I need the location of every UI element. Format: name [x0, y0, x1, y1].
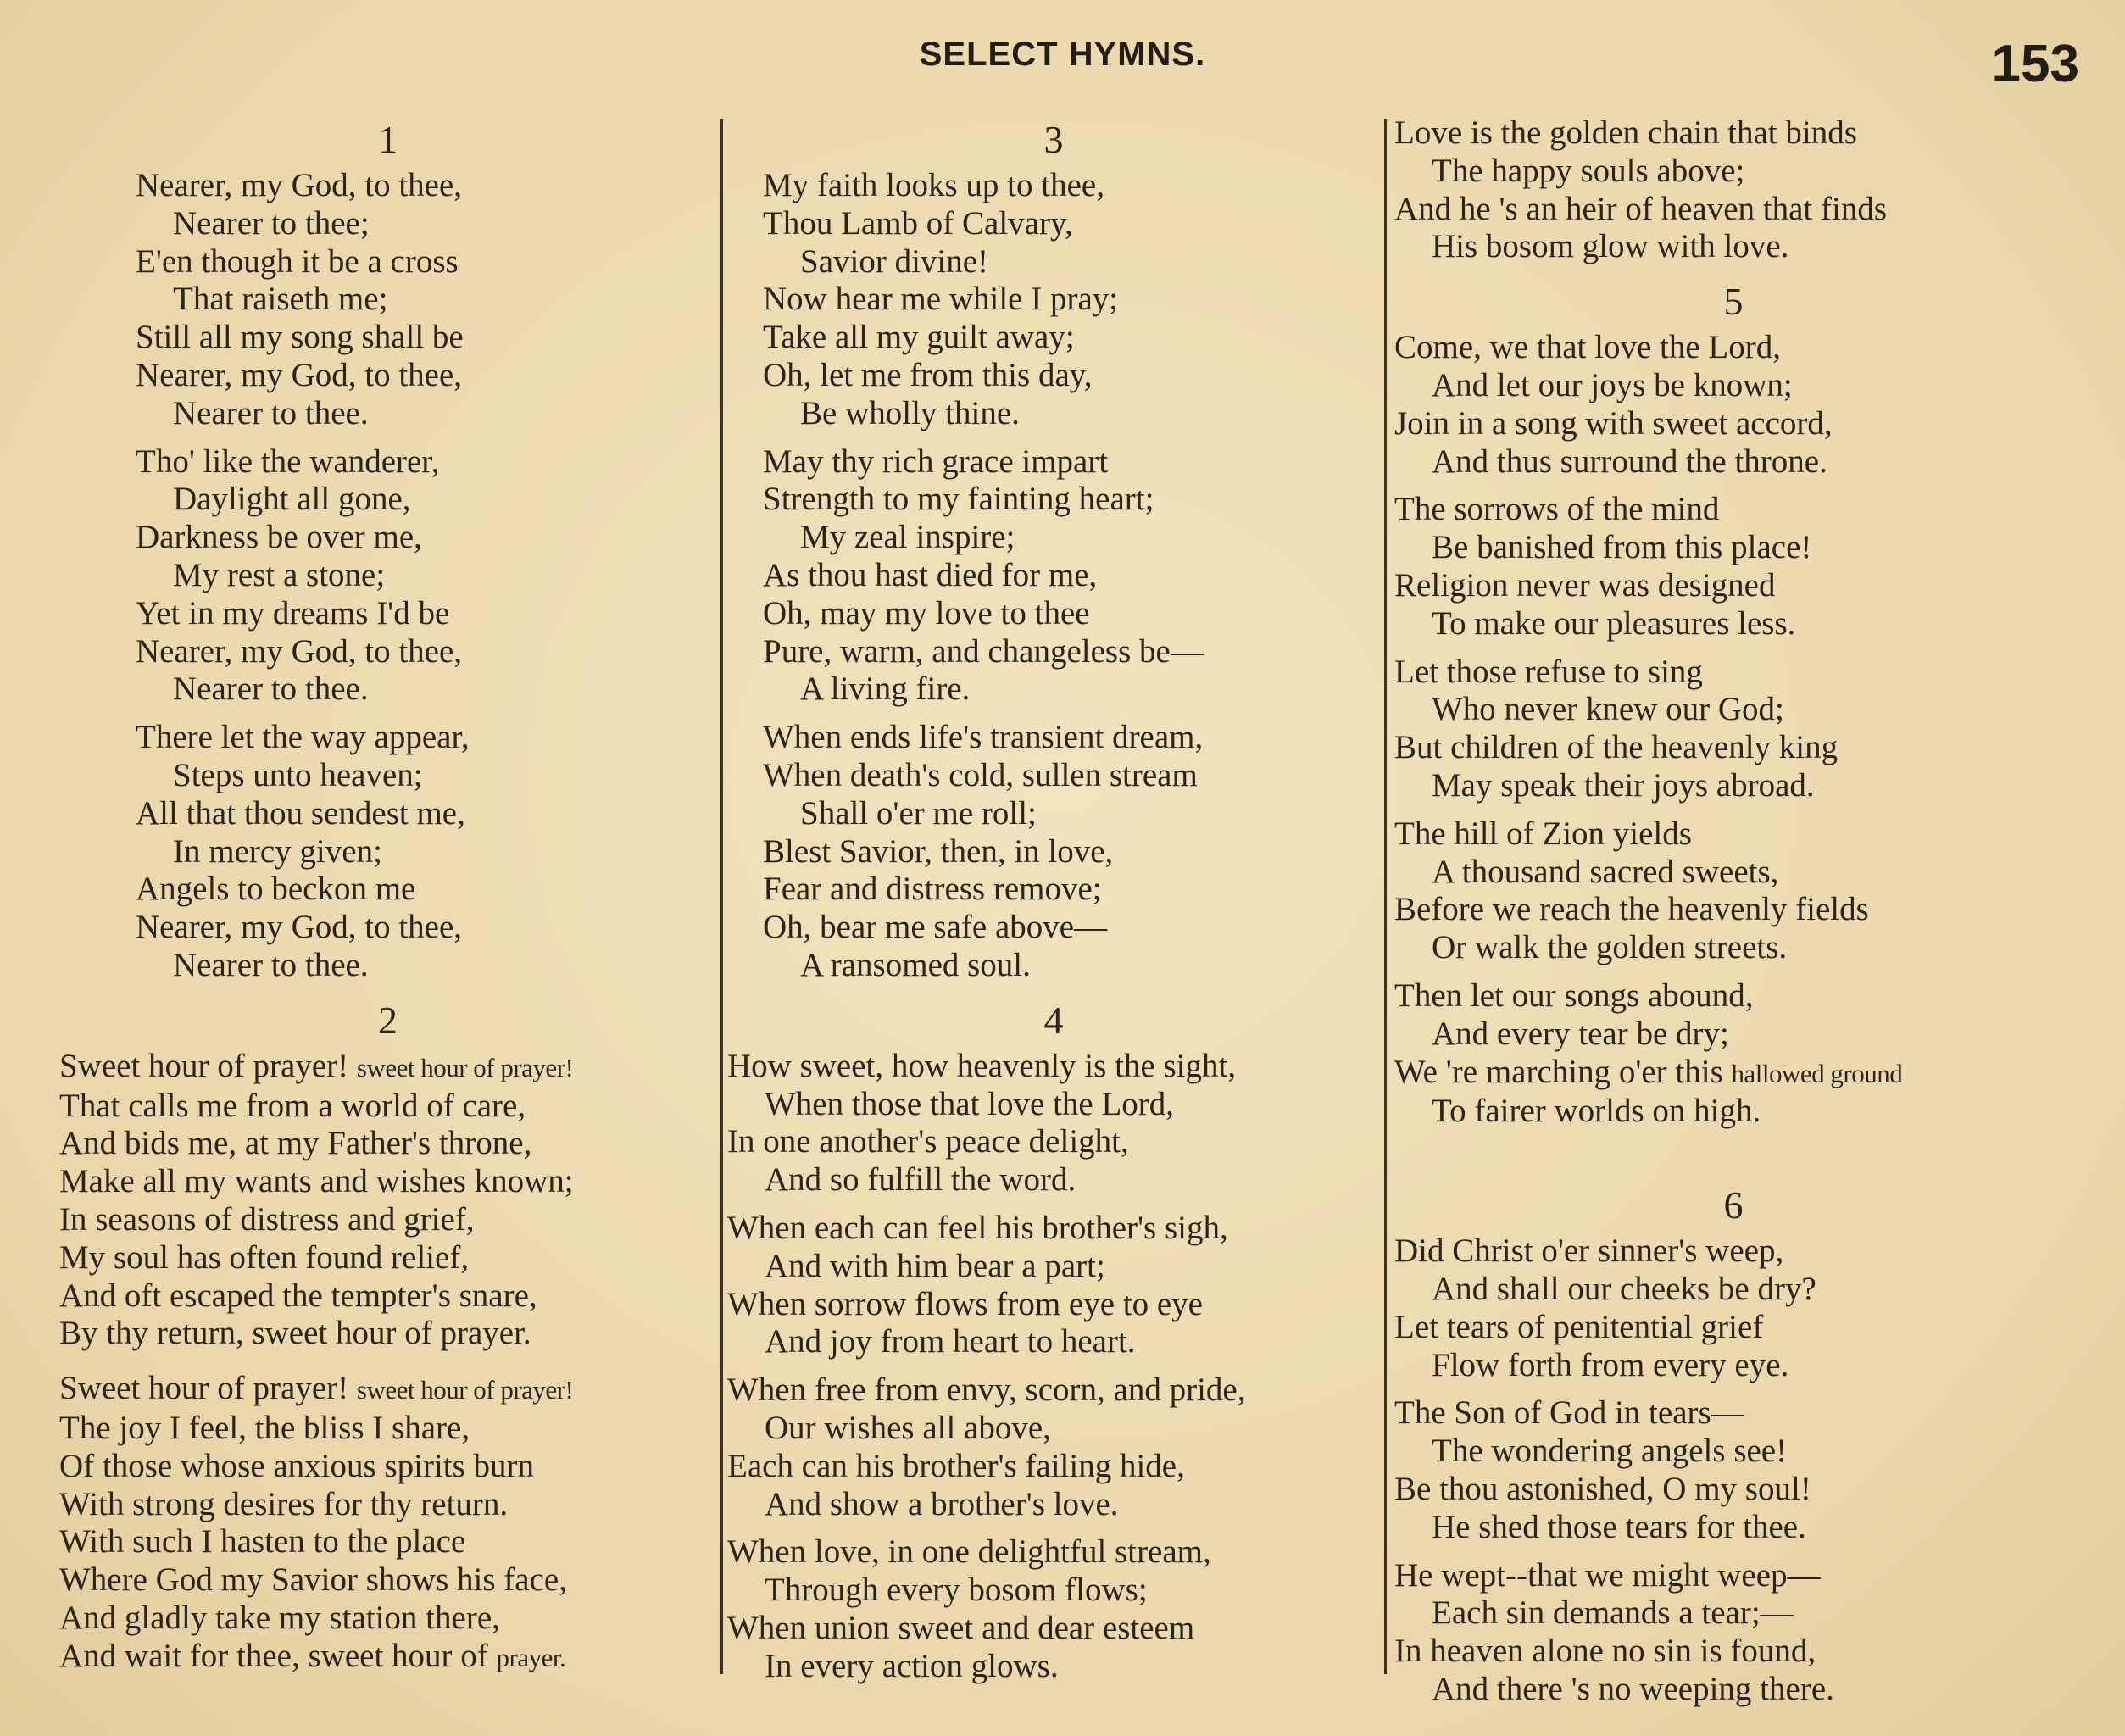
- hymn-number: 5: [1723, 280, 1744, 324]
- verse-line: When those that love the Lord,: [765, 1085, 1175, 1122]
- verse-line: He wept--that we might weep—: [1394, 1556, 1821, 1594]
- verse-line: His bosom glow with love.: [1432, 228, 1789, 265]
- verse-line: Steps unto heaven;: [173, 756, 423, 793]
- verse-line: And so fulfill the word.: [765, 1161, 1076, 1199]
- verse-line: [1394, 1054, 2072, 1093]
- stanza: [59, 1370, 716, 1677]
- verse-line: Nearer, my God, to thee,: [136, 356, 463, 393]
- verse-line: Before we reach the heavenly fields: [1394, 891, 1869, 928]
- stanza: [1394, 654, 2072, 805]
- verse-line: And show a brother's love.: [765, 1485, 1119, 1522]
- verse-text-condensed: prayer.: [496, 1642, 566, 1672]
- verse-line: The wondering angels see!: [1432, 1433, 1788, 1470]
- verse-line: Shall o'er me roll;: [800, 794, 1037, 832]
- verse-line: Our wishes all above,: [765, 1409, 1051, 1446]
- verse-line: The happy souls above;: [1432, 152, 1745, 189]
- verse-line: Darkness be over me,: [136, 519, 422, 556]
- verse-text: We 're marching o'er this: [1394, 1053, 1723, 1090]
- verse-line: Who never knew our God;: [1432, 691, 1784, 728]
- verse-line: Nearer to thee;: [173, 204, 370, 242]
- verse-line: In one another's peace delight,: [727, 1123, 1129, 1160]
- verse-line: [59, 1370, 716, 1410]
- verse-line: And bids me, at my Father's throne,: [59, 1125, 532, 1162]
- verse-line: Did Christ o'er sinner's weep,: [1394, 1232, 1784, 1270]
- verse-line: Through every bosom flows;: [765, 1572, 1148, 1609]
- verse-line: Oh, let me from this day,: [763, 356, 1093, 393]
- verse-line: That raiseth me;: [173, 281, 388, 318]
- verse-line: In every action glows.: [765, 1647, 1059, 1684]
- verse-line: And oft escaped the tempter's snare,: [59, 1277, 537, 1314]
- stanza: [1394, 1394, 2072, 1546]
- verse-line: Daylight all gone,: [173, 481, 411, 518]
- verse-line: And there 's no weeping there.: [1432, 1670, 1834, 1707]
- verse-line: Religion never was designed: [1394, 566, 1776, 604]
- verse-line: Or walk the golden streets.: [1432, 929, 1788, 966]
- verse-line: Fear and distress remove;: [763, 871, 1102, 908]
- verse-line: Let those refuse to sing: [1394, 653, 1703, 690]
- verse-line: Yet in my dreams I'd be: [136, 594, 450, 632]
- verse-line: Take all my guilt away;: [763, 319, 1075, 356]
- verse-line: Nearer, my God, to thee,: [136, 167, 463, 203]
- verse-line: In seasons of distress and grief,: [59, 1200, 475, 1238]
- verse-line: Now hear me while I pray;: [763, 281, 1119, 318]
- stanza: [59, 1048, 716, 1353]
- verse-line: [59, 1638, 716, 1678]
- verse-line: Be banished from this place!: [1432, 529, 1812, 566]
- verse-text: And wait for thee, sweet hour of: [59, 1637, 488, 1674]
- verse-line: And every tear be dry;: [1432, 1015, 1729, 1052]
- verse-line: A ransomed soul.: [800, 946, 1031, 983]
- column-middle: [727, 114, 1380, 1695]
- verse-line: Come, we that love the Lord,: [1394, 329, 1781, 366]
- verse-line: Nearer, my God, to thee,: [136, 632, 463, 670]
- verse-line: Blest Savior, then, in love,: [763, 832, 1114, 870]
- verse-text-condensed: hallowed ground: [1731, 1058, 1903, 1088]
- verse-line: Where God my Savior shows his face,: [59, 1561, 567, 1599]
- column-rule: [1384, 119, 1387, 1674]
- verse-line: May thy rich grace impart: [763, 442, 1109, 480]
- stanza: [727, 1210, 1380, 1361]
- verse-line: Oh, bear me safe above—: [763, 909, 1108, 946]
- stanza: [1394, 977, 2072, 1131]
- verse-line: Nearer to thee.: [173, 394, 369, 431]
- verse-line: Nearer to thee.: [173, 946, 369, 983]
- verse-line: But children of the heavenly king: [1394, 729, 1839, 766]
- page-number: 153: [1991, 35, 2079, 93]
- verse-line: With strong desires for thy return.: [59, 1485, 509, 1522]
- verse-line: And joy from heart to heart.: [765, 1323, 1136, 1360]
- verse-line: How sweet, how heavenly is the sight,: [727, 1047, 1237, 1084]
- stanza: [59, 719, 716, 985]
- verse-line: Let tears of penitential grief: [1394, 1308, 1764, 1345]
- hymn-number: 2: [378, 998, 398, 1042]
- verse-line: To make our pleasures less.: [1432, 604, 1796, 642]
- verse-line: To fairer worlds on high.: [1432, 1093, 1761, 1130]
- hymn-number: 4: [1043, 998, 1064, 1042]
- verse-line: And with him bear a part;: [765, 1247, 1105, 1284]
- verse-line: Strength to my fainting heart;: [763, 481, 1154, 518]
- column-right: [1394, 114, 2072, 1719]
- verse-line: Be wholly thine.: [800, 394, 1020, 431]
- verse-line: In heaven alone no sin is found,: [1394, 1633, 1816, 1670]
- hymn-number: 1: [378, 118, 398, 161]
- stanza: [727, 443, 1380, 709]
- verse-line: Tho' like the wanderer,: [136, 442, 440, 480]
- stanza: [1394, 815, 2072, 967]
- verse-text: Sweet hour of prayer!: [59, 1047, 349, 1084]
- stanza: [727, 167, 1380, 433]
- verse-line: When ends life's transient dream,: [763, 719, 1204, 756]
- verse-line: When union sweet and dear esteem: [727, 1609, 1195, 1646]
- verse-line: A living fire.: [800, 670, 971, 708]
- verse-line: My faith looks up to thee,: [763, 167, 1104, 203]
- verse-line: Savior divine!: [800, 242, 989, 280]
- verse-line: In mercy given;: [173, 832, 382, 870]
- verse-line: And shall our cheeks be dry?: [1432, 1270, 1816, 1307]
- verse-line: My soul has often found relief,: [59, 1238, 470, 1276]
- stanza: [1394, 329, 2072, 481]
- hymn-number: 6: [1723, 1183, 1744, 1227]
- verse-line: Flow forth from every eye.: [1432, 1346, 1789, 1383]
- stanza: [59, 443, 716, 709]
- verse-line: A thousand sacred sweets,: [1432, 853, 1779, 890]
- running-header: SELECT HYMNS.: [919, 36, 1206, 73]
- verse-line: Be thou astonished, O my soul!: [1394, 1470, 1811, 1507]
- stanza: [727, 1048, 1380, 1199]
- verse-text-condensed: sweet hour of prayer!: [356, 1375, 574, 1405]
- verse-line: As thou hast died for me,: [763, 556, 1098, 593]
- verse-line: Join in a song with sweet accord,: [1394, 404, 1833, 442]
- verse-line: And thus surround the throne.: [1432, 442, 1827, 480]
- verse-line: My zeal inspire;: [800, 519, 1015, 556]
- verse-line: Of those whose anxious spirits burn: [59, 1447, 535, 1484]
- verse-line: With such I hasten to the place: [59, 1523, 466, 1561]
- verse-line: All that thou sendest me,: [136, 794, 465, 832]
- hymn-number: 3: [1043, 118, 1064, 161]
- verse-line: When free from envy, scorn, and pride,: [727, 1372, 1246, 1409]
- verse-line: The Son of God in tears—: [1394, 1394, 1744, 1432]
- verse-line: When love, in one delightful stream,: [727, 1533, 1211, 1571]
- verse-line: When death's cold, sullen stream: [763, 756, 1198, 793]
- verse-line: When each can feel his brother's sigh,: [727, 1209, 1228, 1246]
- column-rule: [720, 119, 723, 1674]
- verse-line: Thou Lamb of Calvary,: [763, 204, 1073, 242]
- verse-line: The hill of Zion yields: [1394, 815, 1692, 852]
- stanza: [727, 1372, 1380, 1523]
- verse-line: When sorrow flows from eye to eye: [727, 1285, 1203, 1322]
- verse-line: And gladly take my station there,: [59, 1599, 500, 1636]
- verse-line: And he 's an heir of heaven that finds: [1394, 190, 1888, 227]
- stanza: [1394, 1232, 2072, 1384]
- verse-line: [59, 1048, 716, 1088]
- verse-line: The joy I feel, the bliss I share,: [59, 1409, 470, 1446]
- verse-line: That calls me from a world of care,: [59, 1087, 526, 1124]
- verse-line: Angels to beckon me: [136, 871, 416, 908]
- verse-line: There let the way appear,: [136, 719, 470, 756]
- verse-line: He shed those tears for thee.: [1432, 1508, 1806, 1545]
- verse-line: Nearer, my God, to thee,: [136, 909, 463, 946]
- stanza: [1394, 1557, 2072, 1709]
- verse-line: Then let our songs abound,: [1394, 976, 1754, 1014]
- verse-line: And let our joys be known;: [1432, 366, 1793, 403]
- stanza: [727, 719, 1380, 985]
- stanza: [727, 1533, 1380, 1685]
- verse-line: Each can his brother's failing hide,: [727, 1447, 1185, 1484]
- column-left: [59, 114, 716, 1687]
- verse-line: Still all my song shall be: [136, 319, 464, 356]
- verse-line: Love is the golden chain that binds: [1394, 114, 1857, 151]
- verse-line: By thy return, sweet hour of prayer.: [59, 1315, 531, 1352]
- verse-text: Sweet hour of prayer!: [59, 1370, 349, 1407]
- verse-line: May speak their joys abroad.: [1432, 766, 1815, 804]
- verse-text-condensed: sweet hour of prayer!: [356, 1052, 574, 1082]
- verse-line: Nearer to thee.: [173, 670, 369, 708]
- verse-line: Oh, may my love to thee: [763, 594, 1090, 632]
- verse-line: Each sin demands a tear;—: [1432, 1594, 1794, 1632]
- verse-line: E'en though it be a cross: [136, 242, 459, 280]
- verse-line: The sorrows of the mind: [1394, 491, 1720, 528]
- stanza: [59, 167, 716, 433]
- stanza: [1394, 491, 2072, 643]
- stanza: [1394, 114, 2072, 266]
- verse-line: My rest a stone;: [173, 556, 386, 593]
- verse-line: Make all my wants and wishes known;: [59, 1163, 574, 1200]
- verse-line: Pure, warm, and changeless be—: [763, 632, 1204, 670]
